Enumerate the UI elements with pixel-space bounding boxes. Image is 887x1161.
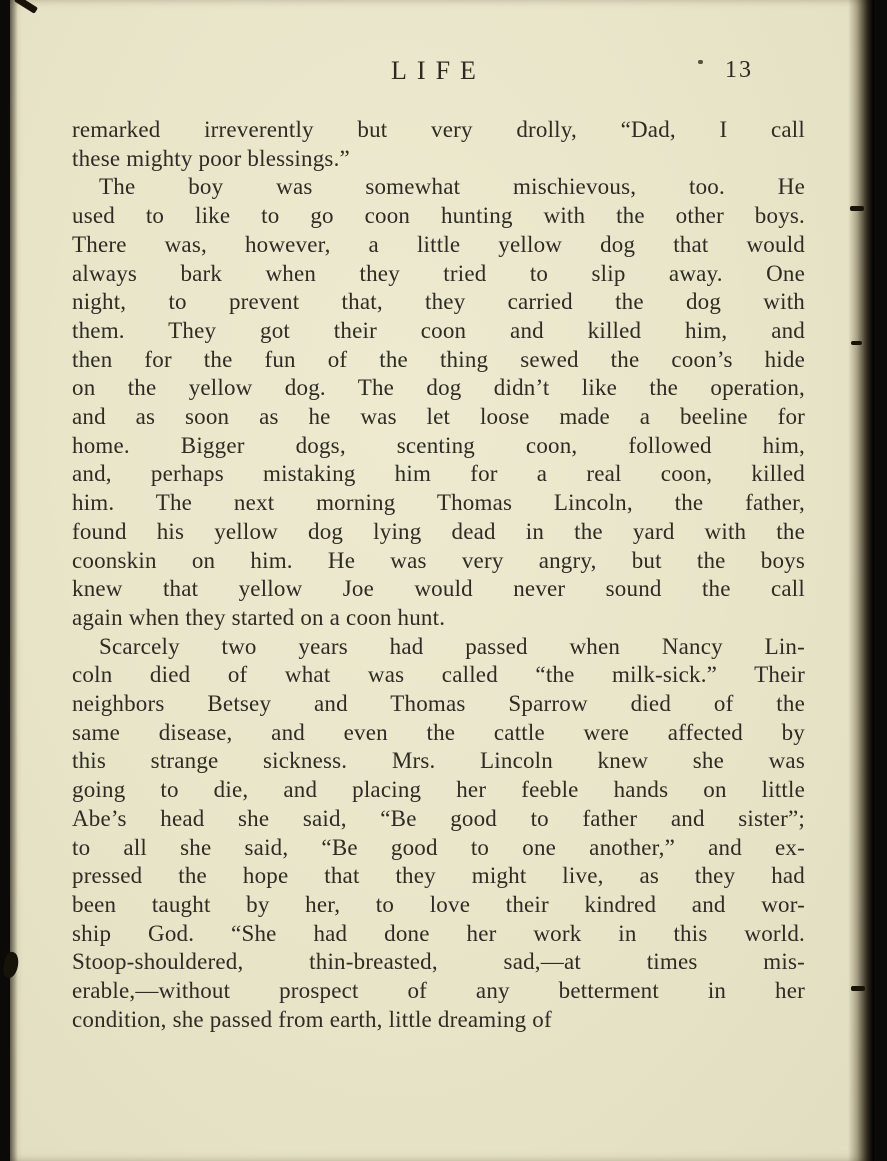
text-line: home. Bigger dogs, scenting coon, followed him, <box>72 432 805 458</box>
text-line: him. The next morning Thomas Lincoln, the father, <box>72 490 805 516</box>
text-line: again when they started on a coon hunt. <box>72 604 446 630</box>
scan-artifact <box>850 206 864 211</box>
text-line: Scarcely two years had passed when Nancy Lin- <box>99 633 805 659</box>
text-line: and, perhaps mistaking him for a real coon, killed <box>72 461 805 487</box>
page-number: 13 <box>725 57 753 83</box>
text-line: and as soon as he was let loose made a beeline for <box>72 404 805 430</box>
scanned-book-page <box>10 0 874 1161</box>
text-line: ship God. “She had done her work in this world. <box>72 920 805 946</box>
text-line: pressed the hope that they might live, as they had <box>72 863 805 889</box>
scan-artifact <box>851 341 862 345</box>
text-line: then for the fun of the thing sewed the coon’s hide <box>72 346 805 372</box>
paragraph <box>72 116 805 173</box>
scan-edge-left <box>10 0 18 1161</box>
text-line: neighbors Betsey and Thomas Sparrow died of the <box>72 691 805 717</box>
text-line: The boy was somewhat mischievous, too. He <box>99 174 805 200</box>
text-line: There was, however, a little yellow dog that would <box>72 231 805 257</box>
page-title: LIFE <box>391 56 486 85</box>
text-line: coonskin on him. He was very angry, but the boys <box>72 547 805 573</box>
text-line: condition, she passed from earth, little dreaming of <box>72 1006 552 1032</box>
text-line: same disease, and even the cattle were affected by <box>72 719 805 745</box>
text-line: night, to prevent that, they carried the dog with <box>72 289 805 315</box>
text-line: on the yellow dog. The dog didn’t like the operation, <box>72 375 805 401</box>
text-line: coln died of what was called “the milk-sick.” Their <box>72 662 805 688</box>
text-line: these mighty poor blessings.” <box>72 145 350 171</box>
running-header <box>72 56 805 88</box>
page-body <box>72 116 805 1035</box>
text-line: been taught by her, to love their kindred and wor- <box>72 891 805 917</box>
text-line: them. They got their coon and killed him, and <box>72 317 805 343</box>
scan-artifact <box>851 986 865 991</box>
text-line: this strange sickness. Mrs. Lincoln knew she was <box>72 748 805 774</box>
text-line: always bark when they tried to slip away. One <box>72 260 805 286</box>
text-line: remarked irreverently but very drolly, “Dad, I call <box>72 117 805 142</box>
text-line: Stoop-shouldered, thin-breasted, sad,—at times mis- <box>72 949 805 975</box>
text-line: erable,—without prospect of any betterment in her <box>72 978 805 1004</box>
page-content <box>72 0 805 1035</box>
text-line: Abe’s head she said, “Be good to father and sister”; <box>72 805 805 831</box>
paragraph <box>72 633 805 1035</box>
text-line: found his yellow dog lying dead in the yard with the <box>72 518 805 544</box>
text-line: to all she said, “Be good to one another,” and ex- <box>72 834 805 860</box>
text-line: used to like to go coon hunting with the other boys. <box>72 203 805 229</box>
paragraph <box>72 173 805 632</box>
text-line: going to die, and placing her feeble hands on little <box>72 777 805 803</box>
text-line: knew that yellow Joe would never sound the call <box>72 576 805 602</box>
